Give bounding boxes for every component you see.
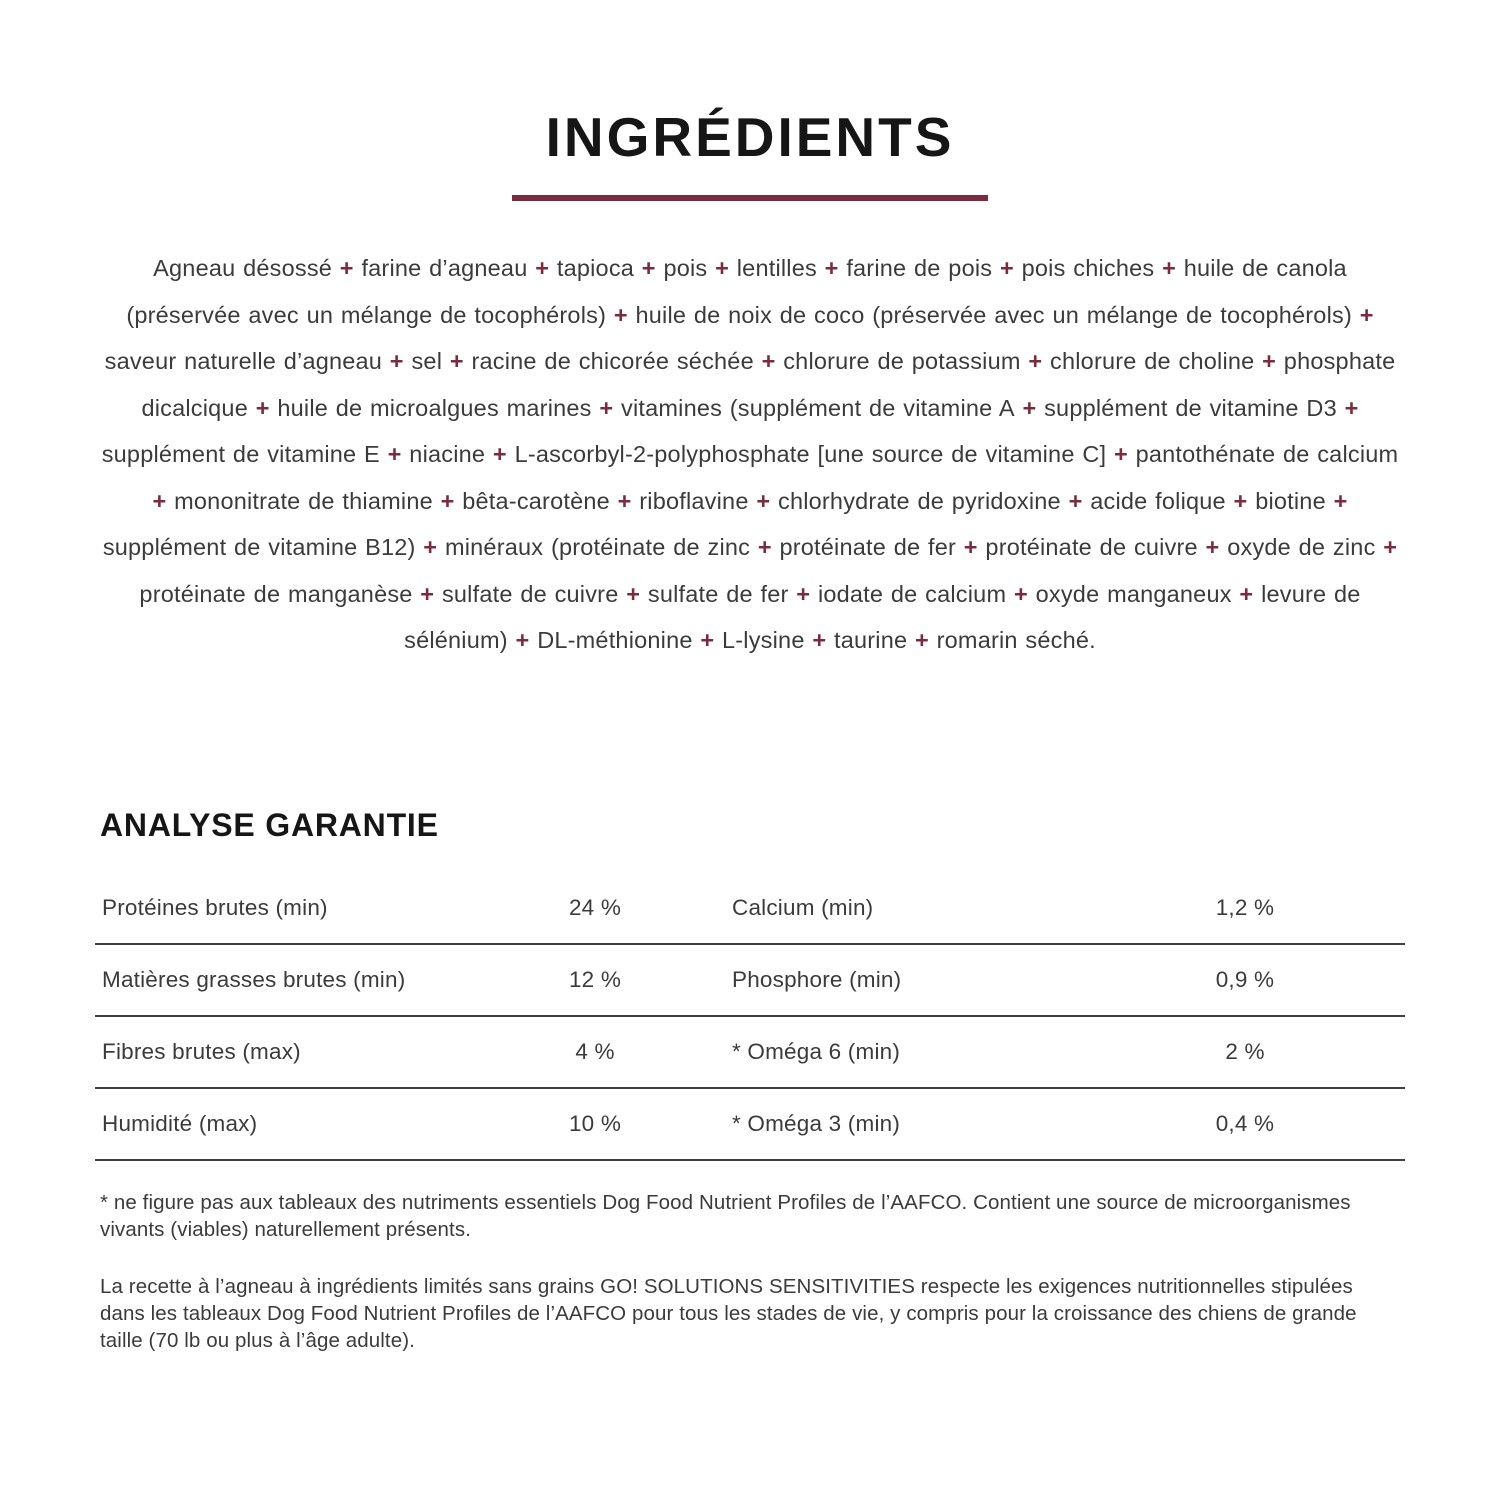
ingredient-item: huile de microalgues marines	[277, 394, 592, 421]
analysis-table	[95, 873, 1405, 1161]
analysis-nutrient-label: * Oméga 6 (min)	[732, 1038, 901, 1064]
plus-separator: +	[753, 348, 784, 374]
analysis-nutrient-label: Fibres brutes (max)	[102, 1038, 301, 1064]
plus-separator: +	[379, 441, 410, 467]
plus-separator: +	[485, 441, 515, 467]
ingredient-item: niacine	[409, 441, 486, 467]
ingredient-item: biotine	[1255, 487, 1326, 514]
plus-separator: +	[816, 255, 847, 281]
plus-separator: +	[1231, 580, 1262, 607]
plus-separator: +	[750, 534, 780, 560]
ingredient-item: oxyde manganeux	[1035, 580, 1232, 607]
plus-separator: +	[1351, 301, 1374, 328]
footnote: * ne figure pas aux tableaux des nutriments essentiels Dog Food Nutrient Profiles de l’AAFCO. Contient une source de microorganismes vivants (viables) naturellement présents.	[100, 1190, 1351, 1241]
plus-separator: +	[1254, 348, 1284, 374]
analysis-nutrient-value: 4 %	[575, 1038, 615, 1064]
analysis-nutrient-label: Protéines brutes (min)	[102, 894, 328, 920]
plus-separator: +	[412, 580, 442, 607]
analysis-nutrient-value: 12 %	[568, 966, 622, 992]
plus-separator: +	[707, 255, 737, 281]
ingredient-item: supplément de vitamine D3	[1044, 394, 1337, 421]
title-underline	[512, 195, 988, 201]
plus-separator: +	[591, 394, 621, 421]
ingredient-item: lentilles	[736, 255, 817, 281]
ingredient-item: sulfate de cuivre	[441, 580, 619, 607]
plus-separator: +	[609, 487, 640, 514]
ingredient-item: sel	[411, 348, 443, 374]
ingredient-item: protéinate de cuivre	[985, 534, 1198, 560]
plus-separator: +	[152, 487, 175, 514]
ingredient-item: tapioca	[556, 255, 635, 281]
plus-separator: +	[788, 580, 818, 607]
plus-separator: +	[527, 255, 557, 281]
ingredient-item: chlorhydrate de pyridoxine	[778, 487, 1061, 514]
ingredient-item: vitamines (supplément de vitamine A	[621, 394, 1015, 421]
analysis-row	[95, 1089, 1405, 1161]
analysis-nutrient-label: Matières grasses brutes (min)	[102, 966, 406, 992]
ingredient-item: saveur naturelle d’agneau	[104, 348, 383, 374]
ingredient-item: iodate de calcium	[817, 580, 1007, 607]
ingredient-item: pois chiches	[1021, 255, 1155, 281]
ingredient-item: chlorure de choline	[1050, 348, 1255, 374]
analysis-nutrient-label: Calcium (min)	[732, 894, 874, 920]
ingredient-item: mononitrate de thiamine	[174, 487, 433, 514]
ingredient-item: huile de canola (préservée avec un mélange de tocophérols)	[126, 255, 1347, 328]
ingredient-item: L-lysine	[722, 627, 805, 653]
ingredient-item: protéinate de fer	[779, 534, 957, 560]
plus-separator: +	[432, 487, 463, 514]
plus-separator: +	[1106, 441, 1136, 467]
plus-separator: +	[956, 534, 986, 560]
ingredient-item: chlorure de potassium	[783, 348, 1021, 374]
plus-separator: +	[804, 627, 834, 653]
plus-separator: +	[1336, 394, 1359, 421]
plus-separator: +	[382, 348, 412, 374]
ingredient-item: acide folique	[1090, 487, 1226, 514]
analysis-row	[95, 945, 1405, 1017]
plus-separator: +	[415, 534, 445, 560]
ingredient-item: minéraux (protéinate de zinc	[444, 534, 751, 560]
plus-separator: +	[1060, 487, 1091, 514]
analysis-nutrient-label: Humidité (max)	[102, 1110, 258, 1136]
analysis-nutrient-value: 10 %	[568, 1110, 622, 1136]
ingredient-item: protéinate de manganèse	[139, 580, 413, 607]
ingredient-item: supplément de vitamine E	[101, 441, 380, 467]
plus-separator: +	[442, 348, 472, 374]
plus-separator: +	[692, 627, 723, 653]
ingredient-item: taurine	[833, 627, 908, 653]
ingredient-item: pois	[663, 255, 708, 281]
plus-separator: +	[1375, 534, 1398, 560]
ingredient-item: bêta-carotène	[462, 487, 610, 514]
plus-separator: +	[1325, 487, 1348, 514]
ingredient-item: racine de chicorée séchée	[471, 348, 754, 374]
plus-separator: +	[1154, 255, 1184, 281]
plus-separator: +	[606, 301, 636, 328]
ingredient-item: Agneau désossé	[153, 255, 333, 281]
plus-separator: +	[1006, 580, 1036, 607]
footnote: La recette à l’agneau à ingrédients limités sans grains GO! SOLUTIONS SENSITIVITIES respecte les exigences nutritionnelles stipulées dans les tableaux Dog Food Nutrient Profiles de l’AAFCO pour tous les stades de vie, y compris pour la croissance des chiens de grande taille (70 lb ou plus à l’âge adulte).	[100, 1274, 1357, 1352]
ingredient-item: farine d’agneau	[361, 255, 528, 281]
ingredient-item: L-ascorbyl-2-polyphosphate [une source de vitamine C]	[514, 441, 1107, 467]
analysis-row	[95, 1017, 1405, 1089]
analysis-nutrient-label: Phosphore (min)	[732, 966, 902, 992]
footnotes-section	[100, 1189, 1410, 1354]
plus-separator: +	[992, 255, 1022, 281]
ingredient-item: sulfate de fer	[647, 580, 789, 607]
ingredient-item: oxyde de zinc	[1227, 534, 1376, 560]
plus-separator: +	[1225, 487, 1256, 514]
ingredient-item: riboflavine	[639, 487, 749, 514]
plus-separator: +	[618, 580, 648, 607]
plus-separator: +	[247, 394, 278, 421]
analysis-nutrient-value: 1,2 %	[1215, 894, 1275, 920]
page-title: INGRÉDIENTS	[545, 106, 955, 168]
plus-separator: +	[748, 487, 778, 514]
ingredient-item: huile de noix de coco (préservée avec un mélange de tocophérols)	[635, 301, 1352, 328]
ingredient-item: levure de sélénium)	[404, 580, 1361, 653]
plus-separator: +	[507, 627, 538, 653]
ingredient-item: DL-méthionine	[537, 627, 693, 653]
ingredient-item: pantothénate de calcium	[1135, 441, 1399, 467]
plus-separator: +	[1014, 394, 1045, 421]
ingredient-item: phosphate dicalcique	[141, 348, 1396, 421]
plus-separator: +	[634, 255, 664, 281]
plus-separator: +	[907, 627, 937, 653]
plus-separator: +	[1020, 348, 1051, 374]
analysis-nutrient-value: 0,4 %	[1215, 1110, 1275, 1136]
ingredients-paragraph	[96, 245, 1404, 664]
analysis-row	[95, 873, 1405, 945]
analysis-heading: ANALYSE GARANTIE	[100, 806, 439, 843]
ingredient-item: farine de pois	[846, 255, 993, 281]
ingredient-item: supplément de vitamine B12)	[102, 534, 416, 560]
analysis-nutrient-value: 0,9 %	[1215, 966, 1275, 992]
plus-separator: +	[1197, 534, 1228, 560]
plus-separator: +	[332, 255, 362, 281]
analysis-nutrient-value: 2 %	[1225, 1038, 1265, 1064]
ingredient-item: romarin séché.	[936, 627, 1096, 653]
analysis-nutrient-label: * Oméga 3 (min)	[732, 1110, 901, 1136]
analysis-nutrient-value: 24 %	[568, 894, 622, 920]
